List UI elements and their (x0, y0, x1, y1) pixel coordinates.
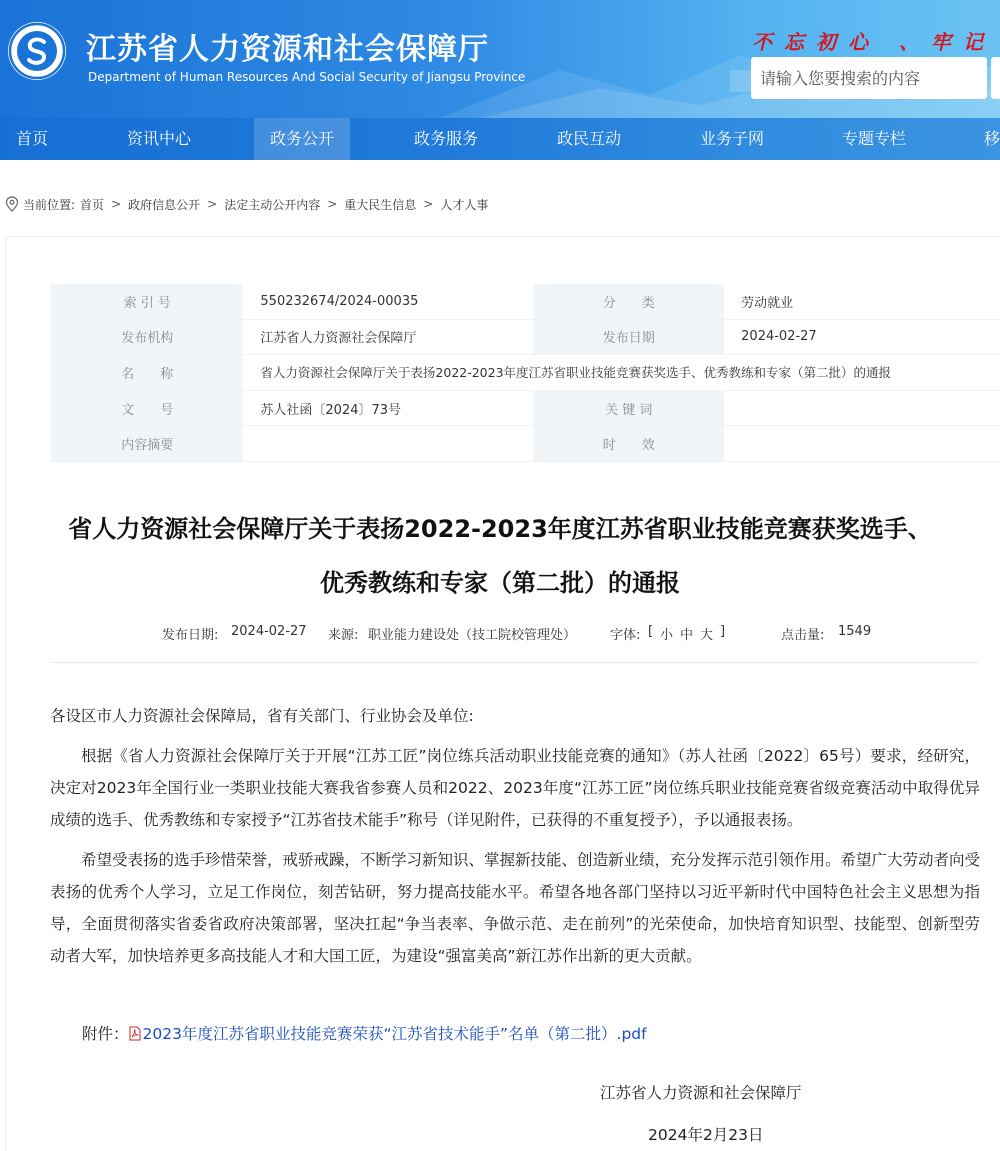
metadata-row (51, 390, 1000, 426)
font-size-bracket-close: ] (720, 624, 726, 639)
hits-value: 1549 (838, 624, 872, 639)
attachment-label: 附件： (82, 1025, 129, 1043)
article-title-line-2: 优秀教练和专家（第二批）的通报 (320, 569, 680, 597)
meta-value-keywords (725, 390, 1000, 426)
article-salutation: 各设区市人力资源社会保障局，省有关部门、行业协会及单位: (50, 707, 474, 725)
meta-value-abstract (244, 426, 533, 462)
meta-label-publisher: 发布机构 (51, 319, 244, 355)
breadcrumb-separator: > (327, 197, 338, 211)
breadcrumb-legal-content[interactable]: 法定主动公开内容 (224, 197, 321, 212)
logo-icon (8, 22, 66, 80)
breadcrumb-home[interactable]: 首页 (80, 197, 105, 212)
attachment-link[interactable]: 2023年度江苏省职业技能竞赛荣获“江苏省技术能手”名单（第二批）.pdf (142, 1025, 647, 1043)
meta-label-abstract: 内容摘要 (51, 426, 244, 462)
meta-value-publisher: 江苏省人力资源社会保障厅 (244, 319, 533, 355)
site-logo[interactable] (8, 22, 66, 80)
search-input[interactable] (751, 57, 987, 99)
font-size-bracket-open: [ (648, 624, 654, 639)
search-box (751, 57, 987, 99)
search-button[interactable] (991, 57, 1000, 99)
article-info-bar (0, 624, 1000, 644)
nav-item-interaction[interactable]: 政民互动 (556, 129, 621, 148)
info-divider (50, 662, 978, 663)
meta-label-pubdate: 发布日期 (533, 319, 725, 355)
breadcrumb-separator: > (423, 197, 434, 211)
nav-item-news[interactable]: 资讯中心 (126, 129, 191, 148)
meta-value-index: 550232674/2024-00035 (244, 284, 533, 320)
nav-item-home[interactable]: 首页 (15, 129, 48, 148)
meta-value-name: 省人力资源社会保障厅关于表扬2022-2023年度江苏省职业技能竞赛获奖选手、优秀教练和专家（第二批）的通报 (244, 355, 1000, 391)
breadcrumb-prefix: 当前位置: (23, 197, 76, 212)
metadata-row (51, 355, 1000, 391)
source-value: 职业能力建设处（技工院校管理处） (368, 628, 577, 643)
meta-value-category: 劳动就业 (725, 284, 1000, 320)
article-paragraph: 希望受表扬的选手珍惜荣誉，戒骄戒躁，不断学习新知识、掌握新技能、创造新业绩，充分发挥示范引领作用。希望广大劳动者向受表扬的优秀个人学习，立足工作岗位，刻苦钻研，努力提高技能水平。希望各地各部门坚持以习近平新时代中国特色社会主义思想为指导，全面贯彻落实省委省政府决策部署，坚决扛起“争当表率、争做示范、走在前列”的光荣使命，加快培育知识型、技能型、创新型劳动者大军，加快培养更多高技能人才和大国工匠，为建设“强富美高”新江苏作出新的更大贡献。 (50, 851, 981, 965)
date-value: 2024-02-27 (231, 624, 307, 639)
site-title: 江苏省人力资源和社会保障厅 (86, 32, 489, 67)
date-label: 发布日期: (162, 628, 219, 643)
breadcrumb (5, 195, 488, 213)
nav-item-topics[interactable]: 专题专栏 (841, 129, 906, 148)
nav-item-mobile[interactable]: 移 (984, 129, 1000, 148)
signature-date: 2024年2月23日 (648, 1126, 764, 1144)
meta-label-keywords: 关 键 词 (533, 390, 725, 426)
metadata-table (50, 283, 1000, 462)
hits-label: 点击量: (781, 628, 825, 643)
font-size-medium-button[interactable]: 中 (680, 628, 694, 643)
site-subtitle: Department of Human Resources And Social Security of Jiangsu Province (88, 70, 526, 84)
signature-org: 江苏省人力资源和社会保障厅 (600, 1084, 802, 1102)
location-pin-icon (5, 196, 19, 212)
meta-label-validity: 时 效 (533, 426, 725, 462)
article-title (0, 505, 1000, 607)
pdf-icon (129, 1026, 141, 1041)
breadcrumb-gov-info[interactable]: 政府信息公开 (128, 197, 201, 212)
meta-value-validity (725, 426, 1000, 462)
breadcrumb-separator: > (207, 197, 218, 211)
metadata-row (51, 284, 1000, 320)
breadcrumb-livelihood[interactable]: 重大民生信息 (344, 197, 417, 212)
meta-label-docno: 文 号 (51, 390, 244, 426)
metadata-row (51, 426, 1000, 462)
meta-label-name: 名 称 (51, 355, 244, 391)
font-size-label: 字体: (610, 628, 641, 643)
font-size-small-button[interactable]: 小 (660, 628, 674, 643)
meta-value-docno: 苏人社函〔2024〕73号 (244, 390, 533, 426)
source-label: 来源: (328, 628, 359, 643)
article-body (50, 700, 980, 980)
meta-label-index: 索 引 号 (51, 284, 244, 320)
attachment-line (82, 1022, 647, 1046)
nav-item-sub-sites[interactable]: 业务子网 (699, 129, 764, 148)
meta-label-category: 分 类 (533, 284, 725, 320)
metadata-row (51, 319, 1000, 355)
breadcrumb-separator: > (111, 197, 122, 211)
breadcrumb-talent[interactable]: 人才人事 (440, 197, 489, 212)
font-size-large-button[interactable]: 大 (700, 628, 714, 643)
article-title-line-1: 省人力资源社会保障厅关于表扬2022-2023年度江苏省职业技能竞赛获奖选手、 (68, 515, 932, 543)
nav-item-gov-open[interactable]: 政务公开 (254, 118, 350, 160)
meta-value-pubdate: 2024-02-27 (725, 319, 1000, 355)
slogan: 不忘初心 、牢记 (752, 30, 995, 54)
nav-item-gov-service[interactable]: 政务服务 (413, 129, 478, 148)
article-paragraph: 根据《省人力资源社会保障厅关于开展“江苏工匠”岗位练兵活动职业技能竞赛的通知》（苏人社函〔2022〕65号）要求，经研究，决定对2023年全国行业一类职业技能大赛我省参赛人员和2022、2023年度“江苏工匠”岗位练兵职业技能竞赛省级竞赛活动中取得优异成绩的选手、优秀教练和专家授予“江苏省技术能手”称号（详见附件，已获得的不重复授予），予以通报表扬。 (50, 747, 980, 829)
